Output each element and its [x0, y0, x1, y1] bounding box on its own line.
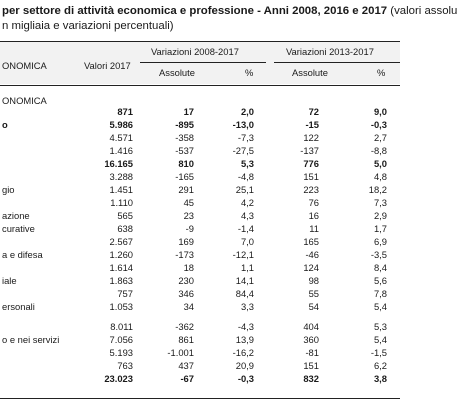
cell-pct-2008-2017: -13,0	[232, 119, 254, 130]
cell-assolute-2013-2017: 404	[303, 321, 319, 332]
cell-assolute-2013-2017: 165	[303, 236, 319, 247]
cell-pct-2013-2017: -0,3	[370, 119, 387, 130]
cell-assolute-2008-2017: -1.001	[167, 347, 194, 358]
cell-assolute-2013-2017: -15	[305, 119, 319, 130]
cell-assolute-2008-2017: 861	[178, 334, 194, 345]
header-assolute-2: Assolute	[292, 67, 328, 78]
cell-valori-2017: 1.260	[109, 249, 133, 260]
table-row	[0, 359, 400, 372]
cell-assolute-2008-2017: -173	[175, 249, 194, 260]
cell-assolute-2008-2017: 45	[183, 197, 194, 208]
cell-assolute-2013-2017: 122	[303, 132, 319, 143]
header-group2-rule	[274, 62, 400, 63]
cell-pct-2008-2017: -27,5	[232, 145, 254, 156]
table-bottom-rule	[0, 398, 400, 399]
cell-pct-2013-2017: 3,8	[373, 373, 387, 384]
cell-assolute-2008-2017: 810	[178, 158, 194, 169]
cell-pct-2013-2017: 1,7	[373, 223, 387, 234]
cell-assolute-2008-2017: 291	[178, 184, 194, 195]
cell-assolute-2008-2017: -358	[175, 132, 194, 143]
cell-pct-2008-2017: 25,1	[235, 184, 254, 195]
cell-assolute-2008-2017: 346	[178, 288, 194, 299]
cell-pct-2013-2017: 6,2	[373, 360, 387, 371]
cell-valori-2017: 763	[117, 360, 133, 371]
table-row	[0, 209, 400, 222]
cell-assolute-2013-2017: 76	[308, 197, 319, 208]
cell-assolute-2013-2017: 776	[303, 158, 319, 169]
table-row	[0, 248, 400, 261]
cell-pct-2008-2017: -4,8	[237, 171, 254, 182]
cell-pct-2008-2017: -0,3	[237, 373, 254, 384]
cell-assolute-2008-2017: 169	[178, 236, 194, 247]
cell-pct-2013-2017: 9,0	[373, 106, 387, 117]
cell-valori-2017: 1.053	[109, 301, 133, 312]
cell-valori-2017: 2.567	[109, 236, 133, 247]
cell-assolute-2013-2017: 832	[303, 373, 319, 384]
cell-pct-2013-2017: 7,8	[373, 288, 387, 299]
cell-assolute-2008-2017: 437	[178, 360, 194, 371]
cell-assolute-2013-2017: 11	[309, 223, 319, 234]
cell-pct-2013-2017: 5,0	[373, 158, 387, 169]
row-label: curative	[2, 223, 35, 234]
cell-pct-2013-2017: 5,4	[373, 334, 387, 345]
cell-valori-2017: 5.986	[109, 119, 133, 130]
row-label: iale	[2, 275, 17, 286]
cell-pct-2013-2017: -8,8	[370, 145, 387, 156]
cell-pct-2008-2017: 14,1	[235, 275, 254, 286]
cell-assolute-2013-2017: 98	[308, 275, 319, 286]
cell-valori-2017: 757	[117, 288, 133, 299]
cell-pct-2013-2017: 6,9	[373, 236, 387, 247]
table-row	[0, 131, 400, 144]
cell-assolute-2013-2017: 72	[308, 106, 319, 117]
row-label: a e difesa	[2, 249, 43, 260]
cell-assolute-2013-2017: 124	[303, 262, 319, 273]
cell-pct-2008-2017: -7,3	[237, 132, 254, 143]
cell-valori-2017: 565	[117, 210, 133, 221]
cell-assolute-2008-2017: 230	[178, 275, 194, 286]
cell-assolute-2013-2017: 360	[303, 334, 319, 345]
cell-valori-2017: 3.288	[109, 171, 133, 182]
header-group-2008-2017: Variazioni 2008-2017	[151, 46, 239, 57]
cell-pct-2013-2017: 2,9	[373, 210, 387, 221]
cell-assolute-2013-2017: 151	[303, 171, 319, 182]
row-label: o e nei servizi	[2, 334, 60, 345]
header-pct-1: %	[245, 67, 254, 78]
cell-assolute-2013-2017: 223	[303, 184, 319, 195]
cell-pct-2008-2017: 20,9	[235, 360, 254, 371]
table-row	[0, 170, 400, 183]
cell-pct-2008-2017: -1,4	[237, 223, 254, 234]
cell-pct-2008-2017: -12,1	[232, 249, 254, 260]
cell-valori-2017: 1.416	[109, 145, 133, 156]
table-row	[0, 222, 400, 235]
cell-valori-2017: 871	[117, 106, 133, 117]
cell-assolute-2013-2017: 151	[303, 360, 319, 371]
header-group-2013-2017: Variazioni 2013-2017	[286, 46, 374, 57]
cell-valori-2017: 16.165	[104, 158, 133, 169]
cell-assolute-2013-2017: -137	[300, 145, 319, 156]
cell-assolute-2013-2017: -46	[305, 249, 319, 260]
cell-assolute-2008-2017: 18	[183, 262, 194, 273]
table-row	[0, 300, 400, 313]
row-label: ersonali	[2, 301, 35, 312]
cell-assolute-2008-2017: -165	[175, 171, 194, 182]
header-group1-rule	[140, 62, 266, 63]
table-row	[0, 274, 400, 287]
cell-valori-2017: 8.011	[110, 321, 133, 332]
table-title	[2, 4, 457, 34]
cell-assolute-2008-2017: 34	[183, 301, 194, 312]
cell-assolute-2013-2017: 16	[308, 210, 319, 221]
cell-pct-2013-2017: 5,4	[373, 301, 387, 312]
cell-pct-2013-2017: 8,4	[373, 262, 387, 273]
table-title-line2: n migliaia e variazioni percentuali)	[2, 20, 174, 32]
header-bottom-rule	[0, 85, 400, 86]
cell-valori-2017: 23.023	[104, 373, 133, 384]
table-row	[0, 235, 400, 248]
cell-pct-2013-2017: 7,3	[373, 197, 387, 208]
cell-pct-2008-2017: 1,1	[240, 262, 254, 273]
cell-valori-2017: 7.056	[109, 334, 133, 345]
header-pct-2: %	[377, 67, 386, 78]
row-label: gio	[2, 184, 15, 195]
cell-assolute-2008-2017: 17	[183, 106, 194, 117]
cell-pct-2008-2017: 5,3	[240, 158, 254, 169]
table-row	[0, 261, 400, 274]
cell-pct-2008-2017: 84,4	[235, 288, 254, 299]
cell-valori-2017: 5.193	[109, 347, 133, 358]
table-row	[0, 346, 400, 359]
cell-pct-2008-2017: 13,9	[235, 334, 254, 345]
cell-valori-2017: 4.571	[109, 132, 133, 143]
cell-pct-2008-2017: 4,3	[240, 210, 254, 221]
cell-valori-2017: 1.863	[109, 275, 133, 286]
cell-valori-2017: 638	[117, 223, 133, 234]
table-row	[0, 118, 400, 131]
section-heading: ONOMICA	[2, 95, 47, 106]
table-row	[0, 196, 400, 209]
cell-pct-2008-2017: 7,0	[240, 236, 254, 247]
cell-assolute-2013-2017: 55	[308, 288, 319, 299]
header-stub-label: ONOMICA	[2, 60, 47, 71]
cell-valori-2017: 1.110	[110, 197, 133, 208]
cell-assolute-2008-2017: -9	[185, 223, 194, 234]
cell-assolute-2008-2017: 23	[183, 210, 194, 221]
cell-pct-2013-2017: -1,5	[370, 347, 387, 358]
row-label: azione	[2, 210, 30, 221]
cell-pct-2013-2017: 4,8	[373, 171, 387, 182]
cell-pct-2008-2017: 2,0	[240, 106, 254, 117]
cell-pct-2013-2017: 2,7	[373, 132, 387, 143]
cell-pct-2013-2017: 18,2	[368, 184, 387, 195]
cell-pct-2008-2017: -4,3	[237, 321, 254, 332]
cell-valori-2017: 1.451	[109, 184, 133, 195]
table-row	[0, 287, 400, 300]
cell-valori-2017: 1.614	[109, 262, 133, 273]
row-label: o	[2, 119, 8, 130]
cell-assolute-2013-2017: -81	[305, 347, 319, 358]
table-title-suffix: (valori assolu	[387, 5, 457, 17]
cell-assolute-2013-2017: 54	[308, 301, 319, 312]
table-row	[0, 183, 400, 196]
cell-assolute-2008-2017: -895	[175, 119, 194, 130]
table-row	[0, 144, 400, 157]
header-valori-2017: Valori 2017	[84, 60, 131, 71]
table-row	[0, 105, 400, 118]
cell-pct-2008-2017: 3,3	[240, 301, 254, 312]
cell-pct-2008-2017: 4,2	[240, 197, 254, 208]
table-row	[0, 320, 400, 333]
table-row	[0, 157, 400, 170]
table-title-main: per settore di attività economica e professione - Anni 2008, 2016 e 2017	[2, 5, 388, 17]
cell-pct-2013-2017: 5,3	[373, 321, 387, 332]
cell-assolute-2008-2017: -362	[175, 321, 194, 332]
cell-assolute-2008-2017: -537	[175, 145, 194, 156]
cell-assolute-2008-2017: -67	[180, 373, 194, 384]
cell-pct-2013-2017: -3,5	[370, 249, 387, 260]
table-row	[0, 333, 400, 346]
cell-pct-2008-2017: -16,2	[232, 347, 254, 358]
cell-pct-2013-2017: 5,6	[373, 275, 387, 286]
table-row	[0, 372, 400, 385]
header-assolute-1: Assolute	[159, 67, 195, 78]
